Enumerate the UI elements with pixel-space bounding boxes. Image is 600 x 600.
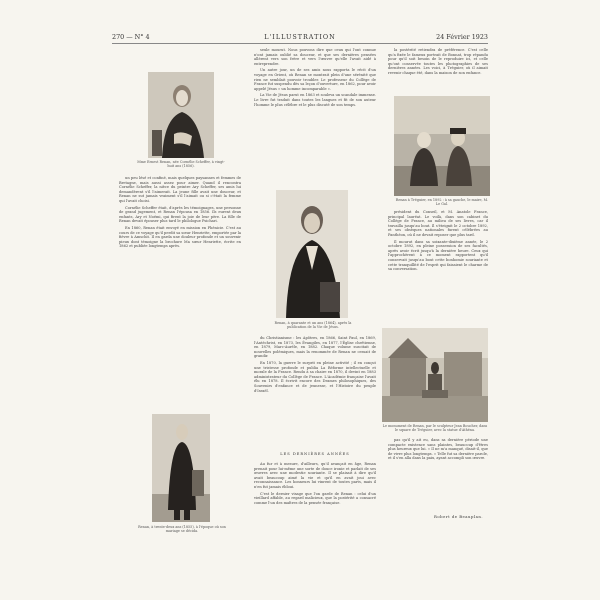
paragraph: C'est le dernier visage que l'on garde de Renan : celui d'un vieillard affable, au regard malicieux, que la postérité a consacré comme l'un des maîtres de la pensée française.	[254, 491, 376, 505]
paragraph: seule mourut. Nous pouvons dire que ceux qui l'ont connue n'ont jamais oublié sa douceur, et que ses dernières pensées allèrent vers son frère et vers l'œuvre qu'elle l'avait aidé à entreprendre.	[254, 48, 376, 66]
paragraph: la postérité retiendra de préférence. C'est celle qu'a fixée le fameux portrait de Bonnat, trop répandu pour qu'il soit besoin de le reproduire ici, et celle qu'ont conservée toutes les photographies de ses dernières années. Les voici, à Tréguier, où il aimait revenir chaque été, dans la maison de son enfance.	[388, 48, 488, 75]
page-number: 270 — N° 4	[112, 33, 150, 41]
text-column-2-top	[254, 48, 376, 182]
group-photo-image	[394, 96, 490, 196]
paragraph: Un autre jour, un de ses amis nous rapporta le récit d'un voyage en Orient, où Renan se montrait plein d'une sérénité que rien ne semblait pouvoir troubler. Le professeur du Collège de France fut suspendu dès sa leçon d'ouverture, en 1862, pour avoir appelé Jésus « un homme incomparable ».	[254, 68, 376, 91]
paragraph: Cornélie Scheffer était, d'après les témoignages, une personne de grand jugement, et Renan l'épousa en 1856. Ils eurent deux enfants, Ary et Noémi, qui firent la joie de leur père. La fille de Renan devait épouser plus tard le philologue Psichari.	[119, 205, 241, 224]
standing-man-image	[152, 414, 210, 522]
text-column-1-top	[119, 176, 241, 346]
photo-portrait-woman	[148, 72, 214, 158]
monument-image	[382, 328, 488, 422]
photo-portrait-man	[276, 190, 348, 318]
photo-monument	[382, 328, 488, 422]
text-column-3-mid	[388, 210, 488, 328]
author-signature: Robert de Beauplan.	[434, 514, 484, 519]
paragraph: président du Conseil, et M. Anatole France, principal lauréat. Le voilà, dans son cabinet du Collège de France, au milieu de ses livres, car il travailla jusqu'au bout. Il s'éteignit le 2 octobre 1892, et ses obsèques nationales furent célébrées au Panthéon, où il ne devait reposer que plus tard.	[388, 210, 488, 237]
publication-title: L'ILLUSTRATION	[264, 33, 336, 41]
caption-portrait-man: Renan, à quarante et un ans (1864), après la publication de la Vie de Jésus.	[274, 321, 352, 330]
text-column-3-bottom	[388, 438, 488, 512]
paragraph: un peu lésé et confiné, mais quelques paysannes et femmes de Bretagne, mais aussi assez pour aimer. Quand il rencontra Cornélie Scheffer, la nièce du peintre Ary Scheffer, ses amis lui demandèrent s'il l'aimerait. La jeune fille avait une douceur, et Renan ne sut jamais vraiment s'il l'aimait ou si c'était la femme qui l'avait choisi.	[119, 176, 241, 203]
paragraph: En 1860, Renan était envoyé en mission en Phénicie. C'est au cours de ce voyage qu'il perdit sa sœur Henriette, emportée par la fièvre à Amschit. Il en garda une douleur profonde et un souvenir pieux dont témoigne la brochure Ma sœur Henriette, écrite en 1862 et publiée longtemps après.	[119, 225, 241, 249]
paragraph: La Vie de Jésus parut en 1863 et souleva un scandale immense. Le livre fut traduit dans toutes les langues et fit de son auteur l'homme le plus célèbre et le plus discuté de son temps.	[254, 93, 376, 107]
caption-group-photo: Renan à Tréguier, en 1892 : à sa gauche, le maire, M. Le Gal.	[395, 198, 489, 207]
paragraph: Au fur et à mesure, d'ailleurs, qu'il avançait en âge, Renan prenait pour lui-même une sorte de douce ironie et parlait de ses œuvres avec une modestie souriante. Il se plaisait à dire qu'il avait beaucoup aimé la vie et qu'il en avait joui avec reconnaissance. Les honneurs lui vinrent de toutes parts, mais il n'en fut jamais ébloui.	[254, 462, 376, 489]
text-column-2-last	[254, 462, 376, 526]
section-title: LES DERNIÈRES ANNÉES	[280, 452, 350, 456]
issue-date: 24 Février 1923	[436, 33, 488, 41]
page-header	[112, 31, 488, 44]
paragraph: pas qu'il y ait eu, dans sa dernière période une compacte existence sans plaintes, beaucoup d'êtres plus heureux que lui. « Il ne m'a manqué, disait-il, que de vivre plus longtemps. » Telle fut sa dernière parole, et il s'en alla dans la paix, ayant accompli son œuvre.	[388, 438, 488, 461]
caption-standing-man: Renan, à trente-deux ans (1855), à l'époque où son mariage se décida.	[138, 525, 226, 534]
paragraph: Il mourut dans sa soixante-dixième année, le 2 octobre 1892, en pleine possession de ses facultés, après avoir écrit jusqu'à la dernière heure. Ceux qui l'approchèrent à ce moment rapportent qu'il conservait jusqu'au bout cette bonhomie souriante et cette tranquillité de l'esprit qui faisaient le charme de sa conversation.	[388, 239, 488, 272]
text-column-3-top	[388, 48, 488, 94]
portrait-man-image	[276, 190, 348, 318]
photo-standing-man	[152, 414, 210, 522]
caption-portrait-woman: Mme Ernest Renan, née Cornélie Scheffer, à vingt-huit ans (1856).	[137, 160, 225, 169]
photo-renan-treguier	[394, 96, 490, 196]
text-column-2-bottom	[254, 336, 376, 446]
paragraph: du Christianisme : les Apôtres, en 1866, Saint Paul, en 1869, l'Antéchrist, en 1873, les Évangiles, en 1877, l'Église chrétienne, en 1879, Marc-Aurèle, en 1882. Chaque volume suscitait de nouvelles polémiques, mais la renommée de Renan ne cessait de grandir.	[254, 336, 376, 359]
portrait-woman-image	[148, 72, 214, 158]
caption-monument: Le monument de Renan, par le sculpteur Jean Boucher, dans le square de Tréguier, avec la statue d'Athéna.	[382, 424, 488, 433]
paragraph: En 1870, la guerre le surprit en pleine activité ; il en conçut une tristesse profonde et publia La Réforme intellectuelle et morale de la France. Rendu à sa chaire en 1870, il devint en 1883 administrateur du Collège de France. L'Académie française l'avait élu en 1878. Il écrivit encore des Drames philosophiques, des Souvenirs d'enfance et de jeunesse, et l'Histoire du peuple d'Israël.	[254, 360, 376, 393]
